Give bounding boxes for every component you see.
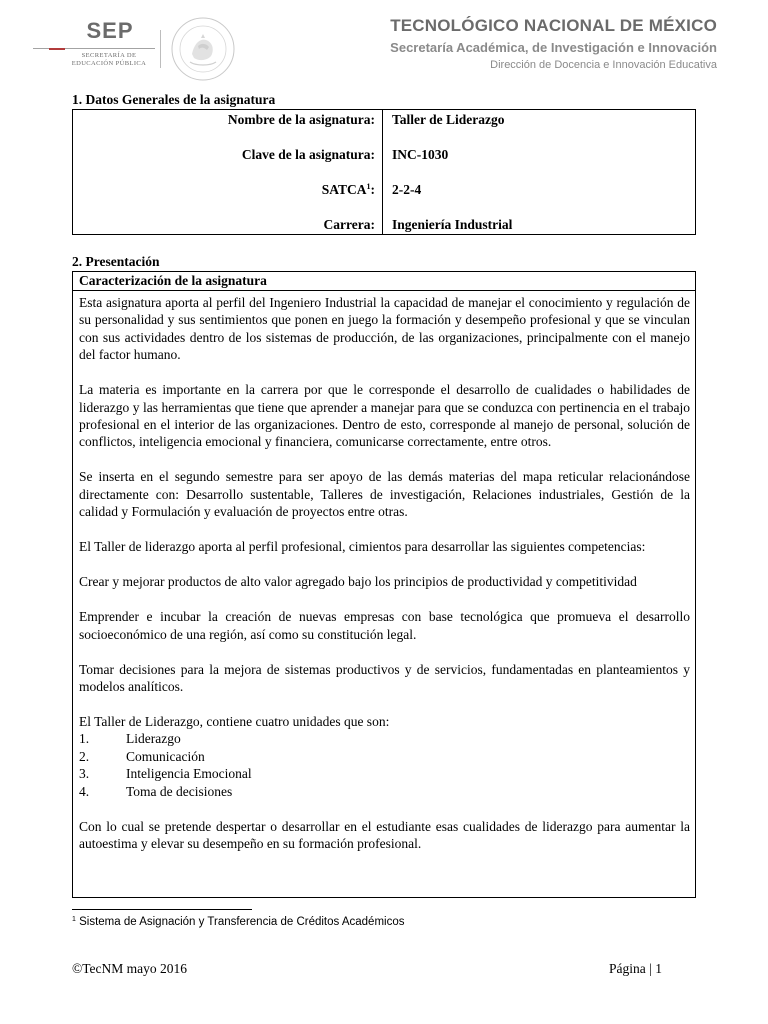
paragraph: El Taller de liderazgo aporta al perfil profesional, cimientos para desarrollar las siguientes competencias: [79, 539, 646, 555]
section1-title: 1. Datos Generales de la asignatura [72, 92, 276, 107]
section2-title: 2. Presentación [72, 254, 160, 269]
mexico-seal-icon [170, 16, 236, 82]
page-number: Página | 1 [609, 961, 662, 976]
characterization-body [73, 291, 695, 853]
units-list [79, 730, 690, 800]
presentation-table [72, 271, 696, 898]
footnote [72, 916, 404, 928]
footnote-rule [72, 909, 252, 910]
unit-number: 1. [79, 731, 90, 747]
subject-name-value: Taller de Liderazgo [392, 112, 505, 127]
sep-logo-subtitle [61, 52, 157, 68]
table-column-divider [382, 110, 383, 234]
paragraph: Esta asignatura aporta al perfil del Ingeniero Industrial la capacidad de manejar el conocimiento y regulación de su personalidad y sus sentimientos que ponen en juego la formación y desempeño profesional y que se vinculan con sus actividades dentro de los sistemas de producción, de las organizaciones, principalmente con el manejo del factor humano. [79, 295, 690, 363]
career-value: Ingeniería Industrial [392, 217, 513, 232]
satca-footnote-ref: 1 [366, 182, 371, 191]
subject-key-label: Clave de la asignatura: [241, 147, 375, 162]
footer-copyright: ©TecNM mayo 2016 [72, 961, 188, 976]
unit-name: Inteligencia Emocional [126, 766, 252, 782]
satca-label-text: SATCA [321, 182, 367, 197]
footnote-text: Sistema de Asignación y Transferencia de Créditos Académicos [79, 916, 405, 928]
unit-number: 4. [79, 783, 90, 799]
document-header [0, 0, 768, 90]
satca-label-colon: : [370, 182, 375, 197]
paragraph: La materia es importante en la carrera por que le corresponde el desarrollo de cualidades o habilidades de liderazgo y las herramientas que tiene que aprender a manejar para que se conduzca con pertinencia en el trabajo profesional en el interior de las organizaciones. Dentro de esto, corresponde al manejo de personal, solución de conflictos, inteligencia emocional y financiera, comunicarse correctamente, entre otros. [79, 382, 690, 450]
unit-number: 3. [79, 766, 90, 782]
sep-logo-word: SEP [86, 18, 134, 43]
list-item [79, 765, 690, 782]
characterization-heading: Caracterización de la asignatura [73, 272, 695, 291]
sep-subtitle-line2: EDUCACIÓN PÚBLICA [71, 60, 147, 67]
direction-name: Dirección de Docencia e Innovación Educativa [490, 59, 717, 71]
career-label: Carrera: [323, 217, 375, 232]
subject-name-label: Nombre de la asignatura: [227, 112, 375, 127]
sep-logo-accent [49, 48, 65, 50]
closing-paragraph: Con lo cual se pretende despertar o desarrollar en el estudiante esas cualidades de liderazgo para aumentar la autoestima y elevar su desempeño en su formación profesional. [79, 818, 690, 852]
units-intro: El Taller de Liderazgo, contiene cuatro unidades que son: [79, 714, 390, 730]
list-item [79, 748, 690, 765]
unit-number: 2. [79, 748, 90, 764]
list-item [79, 730, 690, 747]
institution-name: TECNOLÓGICO NACIONAL DE MÉXICO [390, 16, 717, 35]
paragraph: Tomar decisiones para la mejora de sistemas productivos y de servicios, fundamentadas en planteamientos y modelos analíticos. [79, 661, 690, 695]
list-item [79, 783, 690, 800]
footnote-marker: 1 [72, 916, 76, 923]
paragraph: Emprender e incubar la creación de nuevas empresas con base tecnológica que promueva el desarrollo socioeconómico de una región, así como su constitución legal. [79, 609, 690, 642]
unit-name: Liderazgo [126, 731, 181, 747]
satca-label [322, 182, 375, 198]
subject-key-value: INC-1030 [392, 147, 449, 162]
satca-value: 2-2-4 [392, 182, 422, 197]
sep-subtitle-line1: SECRETARÍA DE [81, 52, 137, 59]
unit-name: Toma de decisiones [126, 783, 233, 799]
secretariat-name: Secretaría Académica, de Investigación e Innovación [390, 40, 717, 55]
paragraph: Crear y mejorar productos de alto valor agregado bajo los principios de productividad y competitividad [79, 574, 637, 590]
sep-logo [33, 18, 155, 76]
unit-name: Comunicación [126, 748, 205, 764]
paragraph: Se inserta en el segundo semestre para ser apoyo de las demás materias del mapa reticular relacionándose directamente con: Desarrollo sustentable, Talleres de investigación, Relaciones industriales, Gestión de la calidad y Formulación y evaluación de proyectos entre otras. [79, 469, 690, 520]
general-data-table [72, 109, 696, 235]
header-divider [160, 30, 161, 68]
